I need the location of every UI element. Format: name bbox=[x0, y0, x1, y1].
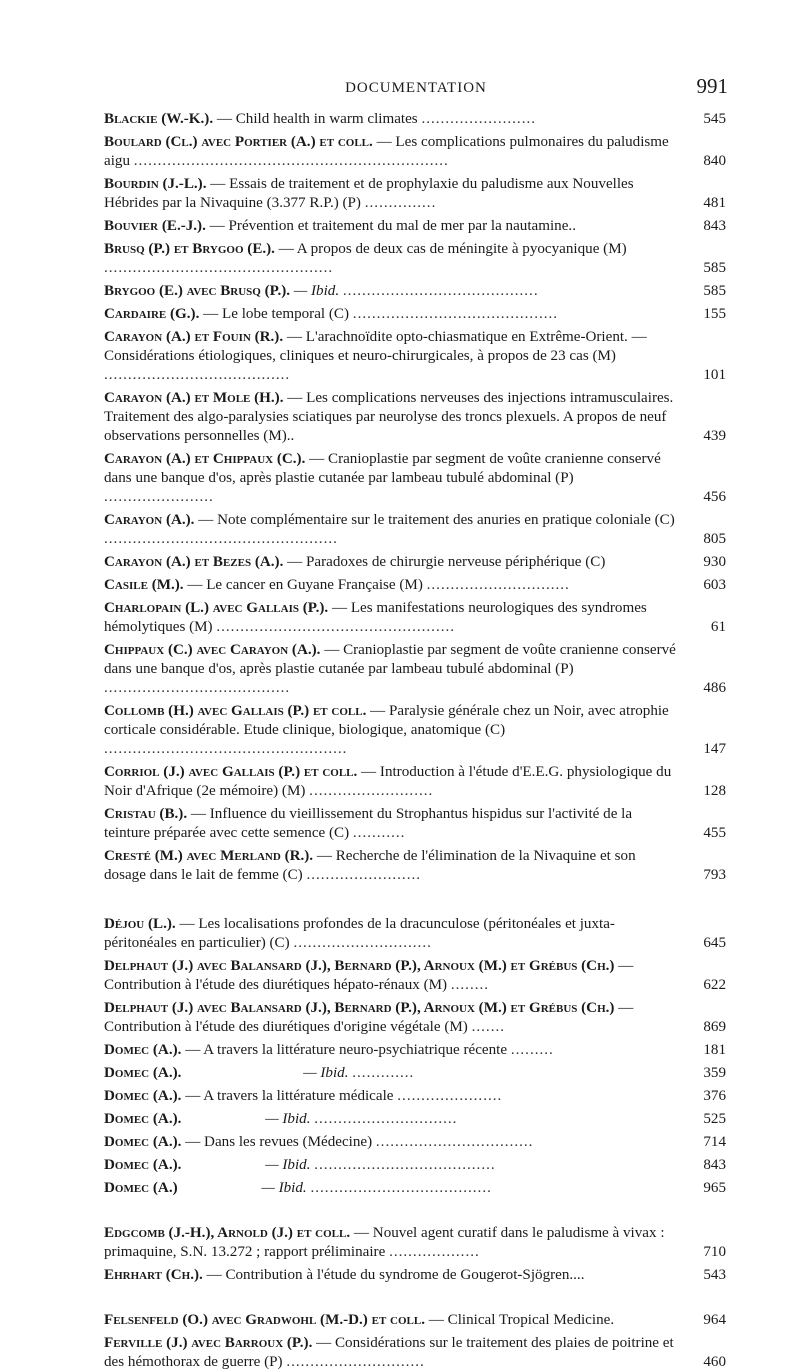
entry-title: — Paralysie générale chez un Noir, avec atrophie corticale considérable. Etude clinique, biologique, anatomique (C) bbox=[104, 703, 669, 738]
entry-title: — Contribution à l'étude du syndrome de Gougerot-Sjögren.... bbox=[206, 1267, 585, 1283]
list-item bbox=[104, 957, 726, 995]
leader-dots: ................................................... bbox=[104, 741, 348, 757]
entry-page: 101 bbox=[703, 367, 726, 383]
entry-title: — Clinical Tropical Medicine. bbox=[428, 1312, 615, 1328]
leader-dots: ....... bbox=[471, 1019, 506, 1035]
leader-dots: ................................................. bbox=[104, 531, 338, 547]
page-header bbox=[104, 72, 728, 106]
leader-dots: ....................................... bbox=[104, 367, 291, 383]
entry-authors: Carayon (A.). bbox=[104, 512, 195, 528]
leader-dots: ........................ bbox=[306, 867, 422, 883]
list-item bbox=[104, 1064, 726, 1083]
list-item bbox=[104, 915, 726, 953]
list-item bbox=[104, 1087, 726, 1106]
entry-page: 359 bbox=[703, 1065, 726, 1081]
entry-title: — A propos de deux cas de méningite à pyocyanique (M) bbox=[278, 241, 627, 257]
entry-title: — Recherche de l'élimination de la Nivaquine et son dosage dans le lait de femme (C) bbox=[104, 848, 636, 883]
list-item bbox=[104, 511, 726, 549]
entry-title: — Les manifestations neurologiques des syndromes hémolytiques (M) bbox=[104, 600, 647, 635]
leader-dots: ........................ bbox=[421, 111, 537, 127]
entry-authors: Edgcomb (J.-H.), Arnold (J.) et coll. bbox=[104, 1225, 351, 1241]
list-item bbox=[104, 282, 726, 301]
entry-page: 545 bbox=[703, 111, 726, 127]
entry-page: 61 bbox=[710, 619, 726, 635]
entry-page: 793 bbox=[703, 867, 726, 883]
entry-title: — Introduction à l'étude d'E.E.G. physiologique du Noir d'Afrique (2e mémoire) (M) bbox=[104, 764, 672, 799]
leader-dots: ................................................ bbox=[104, 260, 334, 276]
leader-dots: ........................................... bbox=[352, 306, 559, 322]
entry-page: 155 bbox=[703, 306, 726, 322]
entry-title: — Contribution à l'étude des diurétiques hépato-rénaux (M) bbox=[104, 958, 634, 993]
entry-title: — Cranioplastie par segment de voûte cranienne conservé dans une banque d'os, après plastie cutanée par lambeau tubulé abdominal (P) bbox=[104, 451, 661, 486]
entry-authors: Bouvier (E.-J.). bbox=[104, 218, 206, 234]
list-item bbox=[104, 847, 726, 885]
leader-dots: .......................... bbox=[309, 783, 434, 799]
entry-page: 603 bbox=[703, 577, 726, 593]
list-item bbox=[104, 217, 726, 236]
entry-page: 840 bbox=[703, 153, 726, 169]
leader-dots: .............................. bbox=[426, 577, 570, 593]
leader-dots: ................................. bbox=[375, 1134, 534, 1150]
leader-dots: ...................... bbox=[397, 1088, 503, 1104]
entry-title: — Ibid. bbox=[265, 1157, 311, 1173]
entry-authors: Casile (M.). bbox=[104, 577, 184, 593]
entry-page: 486 bbox=[703, 680, 726, 696]
list-item bbox=[104, 328, 726, 385]
entry-title: — Dans les revues (Médecine) bbox=[185, 1134, 373, 1150]
entry-authors: Brygoo (E.) avec Brusq (P.). bbox=[104, 283, 291, 299]
leader-dots: ............................. bbox=[286, 1354, 425, 1370]
entry-page: 460 bbox=[703, 1354, 726, 1370]
entry-title: — Le cancer en Guyane Française (M) bbox=[187, 577, 423, 593]
entry-authors: Domec (A.) bbox=[104, 1180, 178, 1196]
list-item bbox=[104, 805, 726, 843]
entry-page: 456 bbox=[703, 489, 726, 505]
entry-title: — Ibid. bbox=[261, 1180, 307, 1196]
leader-dots: ............. bbox=[352, 1065, 415, 1081]
list-item bbox=[104, 599, 726, 637]
entry-authors: Ehrhart (Ch.). bbox=[104, 1267, 203, 1283]
entry-authors: Brusq (P.) et Brygoo (E.). bbox=[104, 241, 275, 257]
leader-dots: .................................................. bbox=[216, 619, 456, 635]
entry-title: — Child health in warm climates bbox=[216, 111, 418, 127]
entry-page: 645 bbox=[703, 935, 726, 951]
entry-authors: Domec (A.). bbox=[104, 1042, 182, 1058]
entry-authors: Domec (A.). bbox=[104, 1134, 182, 1150]
entry-page: 439 bbox=[703, 428, 726, 444]
entry-page: 714 bbox=[703, 1134, 726, 1150]
list-item bbox=[104, 641, 726, 698]
entry-authors: Domec (A.). bbox=[104, 1111, 182, 1127]
entry-page: 805 bbox=[703, 531, 726, 547]
list-item bbox=[104, 1133, 726, 1152]
entry-page: 525 bbox=[703, 1111, 726, 1127]
entry-authors: Cresté (M.) avec Merland (R.). bbox=[104, 848, 314, 864]
list-item bbox=[104, 702, 726, 759]
entry-authors: Delphaut (J.) avec Balansard (J.), Bernard (P.), Arnoux (M.) et Grébus (Ch.) bbox=[104, 958, 615, 974]
entry-authors: Carayon (A.) et Chippaux (C.). bbox=[104, 451, 306, 467]
entry-page: 147 bbox=[703, 741, 726, 757]
entry-title: — Ibid. bbox=[293, 283, 340, 299]
list-item bbox=[104, 389, 726, 446]
entry-title: — A travers la littérature neuro-psychiatrique récente bbox=[185, 1042, 508, 1058]
list-item bbox=[104, 110, 726, 129]
entry-authors: Domec (A.). bbox=[104, 1157, 182, 1173]
entry-page: 930 bbox=[703, 554, 726, 570]
entry-authors: Cardaire (G.). bbox=[104, 306, 200, 322]
entry-title: — Les localisations profondes de la dracunculose (péritonéales et juxta-péritonéales en particulier) (C) bbox=[104, 916, 615, 951]
list-item bbox=[104, 1156, 726, 1175]
entry-authors: Charlopain (L.) avec Gallais (P.). bbox=[104, 600, 329, 616]
entry-page: 585 bbox=[703, 260, 726, 276]
leader-dots: ...................................... bbox=[310, 1180, 492, 1196]
leader-dots: ........ bbox=[450, 977, 490, 993]
list-item bbox=[104, 999, 726, 1037]
entry-page: 543 bbox=[703, 1267, 726, 1283]
list-item bbox=[104, 1334, 726, 1372]
entry-title: — Prévention et traitement du mal de mer par la nautamine.. bbox=[209, 218, 576, 234]
list-item bbox=[104, 133, 726, 171]
entry-authors: Déjou (L.). bbox=[104, 916, 176, 932]
entry-authors: Blackie (W.-K.). bbox=[104, 111, 214, 127]
leader-dots: ....................... bbox=[104, 489, 214, 505]
entry-title: — Influence du vieillissement du Strophantus hispidus sur l'activité de la teinture préparée avec cette semence (C) bbox=[104, 806, 633, 841]
entry-title: — Contribution à l'étude des diurétiques d'origine végétale (M) bbox=[104, 1000, 634, 1035]
leader-dots: ............................. bbox=[293, 935, 432, 951]
entry-authors: Domec (A.). bbox=[104, 1088, 182, 1104]
entry-authors: Carayon (A.) et Bezes (A.). bbox=[104, 554, 284, 570]
list-item bbox=[104, 305, 726, 324]
entry-authors: Ferville (J.) avec Barroux (P.). bbox=[104, 1335, 313, 1351]
entry-page: 964 bbox=[703, 1312, 726, 1328]
entry-page: 869 bbox=[703, 1019, 726, 1035]
entry-title: — Cranioplastie par segment de voûte cranienne conservé dans une banque d'os, après plastie cutanée par lambeau tubulé abdominal (P) bbox=[104, 642, 676, 677]
entry-page: 128 bbox=[703, 783, 726, 799]
list-item bbox=[104, 240, 726, 278]
entry-title: — Les complications pulmonaires du paludisme aigu bbox=[104, 134, 669, 169]
entry-page: 843 bbox=[703, 1157, 726, 1173]
entry-page: 965 bbox=[703, 1180, 726, 1196]
entry-title: — Nouvel agent curatif dans le paludisme à vivax : primaquine, S.N. 13.272 ; rapport préliminaire bbox=[104, 1225, 665, 1260]
list-item bbox=[104, 1311, 726, 1330]
list-item bbox=[104, 1110, 726, 1129]
entry-authors: Felsenfeld (O.) avec Gradwohl (M.-D.) et coll. bbox=[104, 1312, 426, 1328]
entry-page: 710 bbox=[703, 1244, 726, 1260]
list-item bbox=[104, 553, 726, 572]
entry-authors: Delphaut (J.) avec Balansard (J.), Bernard (P.), Arnoux (M.) et Grébus (Ch.) bbox=[104, 1000, 615, 1016]
leader-dots: ....................................... bbox=[104, 680, 291, 696]
entry-authors: Carayon (A.) et Mole (H.). bbox=[104, 390, 284, 406]
list-item bbox=[104, 763, 726, 801]
entry-authors: Chippaux (C.) avec Carayon (A.). bbox=[104, 642, 321, 658]
leader-dots: ......... bbox=[510, 1042, 554, 1058]
list-item bbox=[104, 576, 726, 595]
entry-title: — Ibid. bbox=[303, 1065, 349, 1081]
entry-title: — Les complications nerveuses des injections intramusculaires. Traitement des algo-paralysies sciatiques par neurolyse des troncs plexuels. A propos de neuf observations personnelles (M).. bbox=[104, 390, 674, 444]
leader-dots: ........... bbox=[352, 825, 406, 841]
entry-authors: Bourdin (J.-L.). bbox=[104, 176, 207, 192]
leader-dots: .................................................................. bbox=[133, 153, 449, 169]
entry-title: — Note complémentaire sur le traitement des anuries en pratique coloniale (C) bbox=[198, 512, 675, 528]
entry-authors: Carayon (A.) et Fouin (R.). bbox=[104, 329, 284, 345]
entry-authors: Cristau (B.). bbox=[104, 806, 188, 822]
entry-page: 622 bbox=[703, 977, 726, 993]
entry-title: — L'arachnoïdite opto-chiasmatique en Extrême-Orient. — Considérations étiologiques, cliniques et neuro-chirurgicales, à propos de 23 cas (M) bbox=[104, 329, 647, 364]
entry-title: — Essais de traitement et de prophylaxie du paludisme aux Nouvelles Hébrides par la Nivaquine (3.377 R.P.) (P) bbox=[104, 176, 634, 211]
list-item bbox=[104, 1179, 726, 1198]
entry-page: 843 bbox=[703, 218, 726, 234]
leader-dots: .............................. bbox=[314, 1111, 458, 1127]
entry-page: 481 bbox=[703, 195, 726, 211]
list-item bbox=[104, 1224, 726, 1262]
leader-dots: ......................................... bbox=[342, 283, 539, 299]
leader-dots: ............... bbox=[364, 195, 437, 211]
entry-title: — A travers la littérature médicale bbox=[185, 1088, 394, 1104]
entry-title: — Considérations sur le traitement des plaies de poitrine et des hémothorax de guerre (P) bbox=[104, 1335, 674, 1370]
author-index-list bbox=[104, 110, 726, 1372]
entry-title: — Le lobe temporal (C) bbox=[203, 306, 350, 322]
list-item bbox=[104, 450, 726, 507]
running-title: DOCUMENTATION bbox=[345, 80, 487, 96]
entry-authors: Collomb (H.) avec Gallais (P.) et coll. bbox=[104, 703, 367, 719]
leader-dots: ................... bbox=[389, 1244, 480, 1260]
leader-dots: ...................................... bbox=[314, 1157, 496, 1173]
entry-title: — Ibid. bbox=[265, 1111, 311, 1127]
list-item bbox=[104, 1041, 726, 1060]
list-item bbox=[104, 175, 726, 213]
list-item bbox=[104, 1266, 726, 1285]
page-number: 991 bbox=[696, 74, 728, 98]
entry-title: — Paradoxes de chirurgie nerveuse périphérique (C) bbox=[287, 554, 606, 570]
entry-page: 585 bbox=[703, 283, 726, 299]
entry-authors: Boulard (Cl.) avec Portier (A.) et coll. bbox=[104, 134, 373, 150]
entry-authors: Domec (A.). bbox=[104, 1065, 182, 1081]
entry-page: 455 bbox=[703, 825, 726, 841]
entry-page: 376 bbox=[703, 1088, 726, 1104]
entry-page: 181 bbox=[703, 1042, 726, 1058]
entry-authors: Corriol (J.) avec Gallais (P.) et coll. bbox=[104, 764, 358, 780]
